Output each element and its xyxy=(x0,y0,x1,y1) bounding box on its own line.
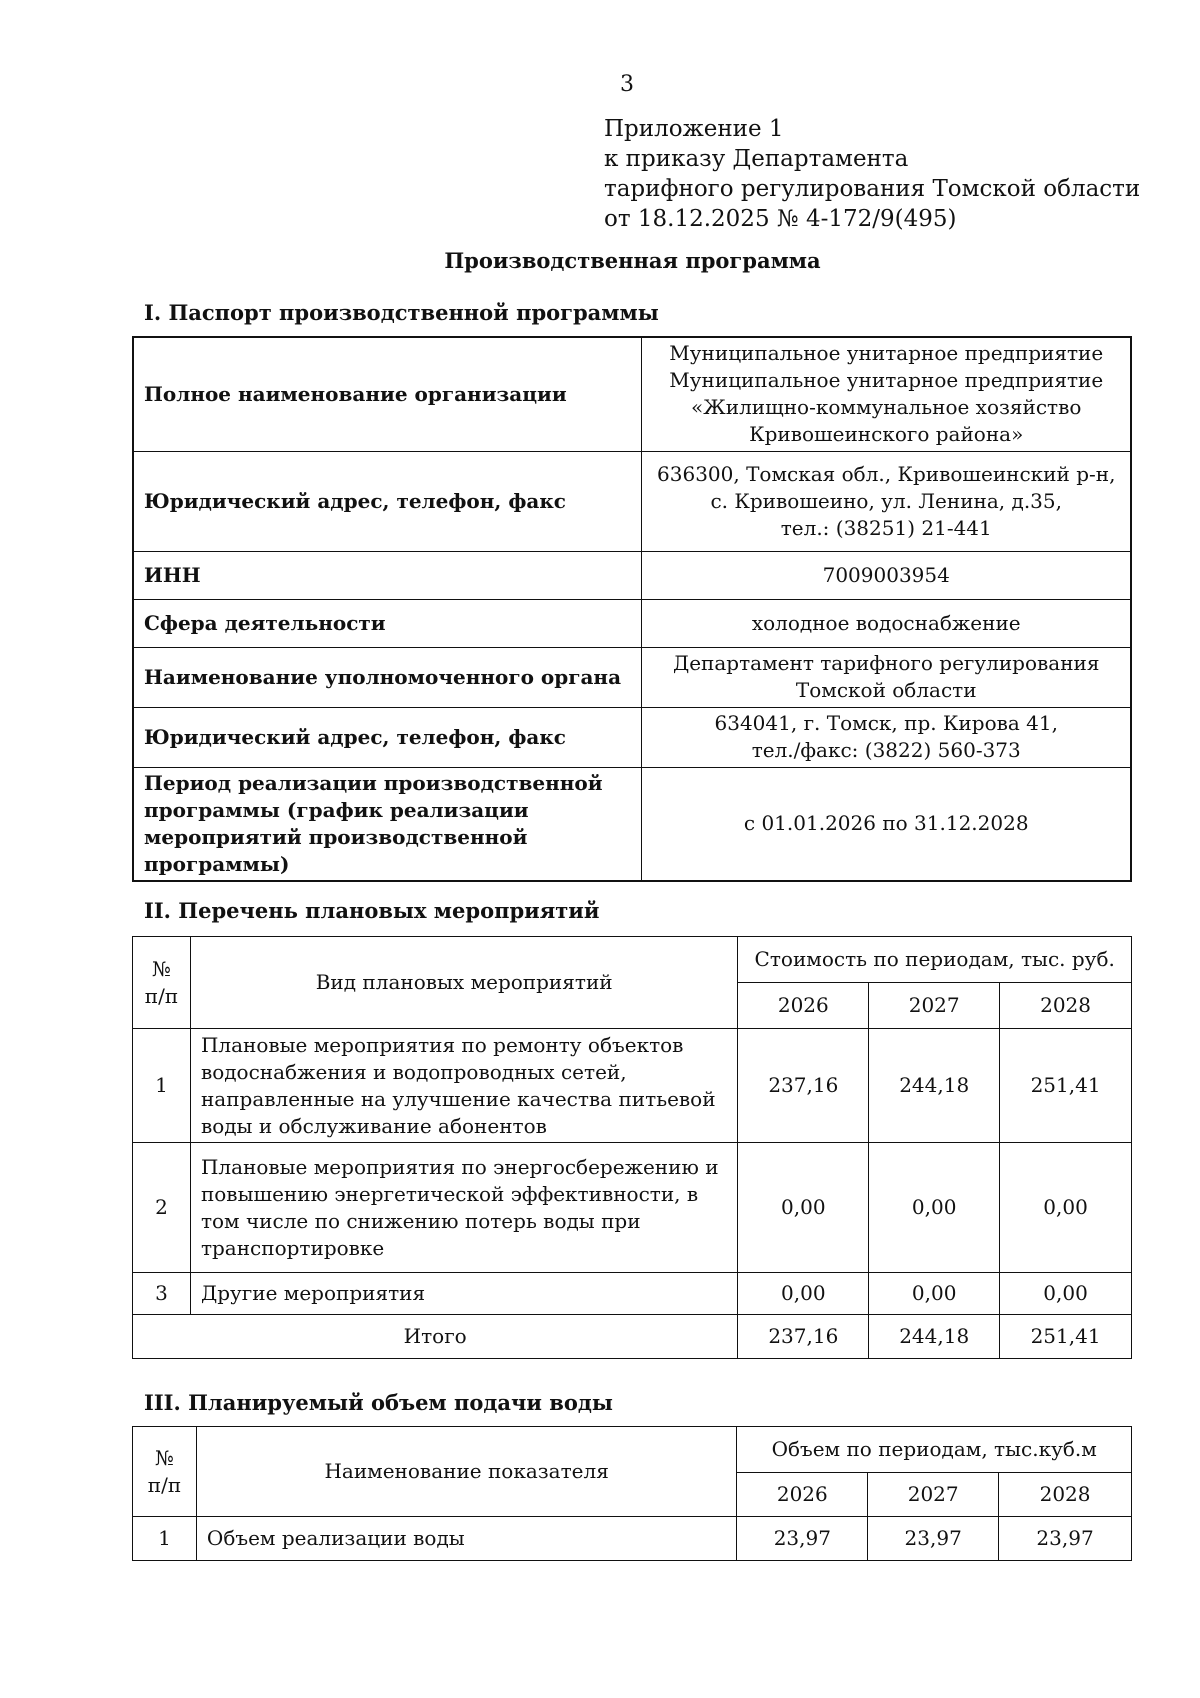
volume-table xyxy=(132,1426,1132,1561)
passport-table xyxy=(132,336,1132,882)
passport-label: ИНН xyxy=(133,551,642,599)
value-line: тел.: (38251) 21-441 xyxy=(780,515,992,540)
value-line: холодное водоснабжение xyxy=(751,610,1021,635)
row-value: 0,00 xyxy=(869,1273,1000,1315)
row-value: 0,00 xyxy=(738,1273,869,1315)
year-header: 2026 xyxy=(738,983,869,1029)
row-value: 0,00 xyxy=(1000,1273,1132,1315)
total-value: 244,18 xyxy=(869,1315,1000,1359)
passport-value xyxy=(642,707,1131,767)
appendix-block xyxy=(604,114,1140,234)
table-row xyxy=(133,451,1131,551)
passport-label: Наименование уполномоченного органа xyxy=(133,647,642,707)
year-header: 2026 xyxy=(737,1473,868,1517)
table-row xyxy=(133,1029,1132,1143)
passport-value xyxy=(642,451,1131,551)
passport-label: Период реализации производственной программы (график реализации мероприятий производственной программы) xyxy=(133,767,642,881)
measures-table xyxy=(132,936,1132,1359)
year-header: 2027 xyxy=(869,983,1000,1029)
passport-label: Сфера деятельности xyxy=(133,599,642,647)
appendix-line: от 18.12.2025 № 4-172/9(495) xyxy=(604,206,957,232)
value-line: Томской области xyxy=(795,678,977,702)
volume-heading: III. Планируемый объем подачи воды xyxy=(144,1390,613,1415)
table-row xyxy=(133,1273,1132,1315)
col-num-header: № п/п xyxy=(133,937,191,1029)
year-header: 2028 xyxy=(999,1473,1132,1517)
row-num: 1 xyxy=(133,1029,191,1143)
row-name: Плановые мероприятия по ремонту объектов водоснабжения и водопроводных сетей, направленные на улучшение качества питьевой воды и обслуживание абонентов xyxy=(190,1029,737,1143)
year-header: 2028 xyxy=(1000,983,1132,1029)
table-row xyxy=(133,767,1131,881)
row-value: 0,00 xyxy=(1000,1143,1132,1273)
appendix-line: к приказу Департамента xyxy=(604,146,909,172)
col-cost-header: Стоимость по периодам, тыс. руб. xyxy=(738,937,1132,983)
appendix-line: Приложение 1 xyxy=(604,116,784,142)
col-name-header: Вид плановых мероприятий xyxy=(190,937,737,1029)
row-num: 3 xyxy=(133,1273,191,1315)
row-value: 0,00 xyxy=(869,1143,1000,1273)
row-value: 0,00 xyxy=(738,1143,869,1273)
value-line: тел./факс: (3822) 560-373 xyxy=(751,738,1021,762)
table-total-row xyxy=(133,1315,1132,1359)
value-line: Департамент тарифного регулирования xyxy=(672,651,1100,675)
value-line: с. Кривошеино, ул. Ленина, д.35, xyxy=(710,488,1062,513)
passport-value xyxy=(642,551,1131,599)
passport-value xyxy=(642,337,1131,451)
table-header-row xyxy=(133,1427,1132,1473)
value-line: Муниципальное унитарное предприятие xyxy=(669,368,1104,393)
row-value: 23,97 xyxy=(999,1517,1132,1561)
table-row xyxy=(133,337,1131,451)
row-value: 237,16 xyxy=(738,1029,869,1143)
value-line: Муниципальное унитарное предприятие xyxy=(669,341,1104,366)
value-line: с 01.01.2026 по 31.12.2028 xyxy=(743,811,1029,835)
col-volume-header: Объем по периодам, тыс.куб.м xyxy=(737,1427,1132,1473)
table-row xyxy=(133,1143,1132,1273)
row-name: Объем реализации воды xyxy=(196,1517,736,1561)
value-line: Кривошеинского района» xyxy=(749,422,1024,447)
year-header: 2027 xyxy=(868,1473,999,1517)
page-number: 3 xyxy=(620,72,634,97)
measures-heading: II. Перечень плановых мероприятий xyxy=(144,898,600,923)
document-title: Производственная программа xyxy=(444,248,821,273)
col-num-header: № п/п xyxy=(133,1427,197,1517)
table-row xyxy=(133,599,1131,647)
row-name: Другие мероприятия xyxy=(190,1273,737,1315)
row-value: 244,18 xyxy=(869,1029,1000,1143)
table-header-row xyxy=(133,937,1132,983)
table-row xyxy=(133,1517,1132,1561)
passport-label: Юридический адрес, телефон, факс xyxy=(133,707,642,767)
row-num: 1 xyxy=(133,1517,197,1561)
value-line: 636300, Томская обл., Кривошеинский р-н, xyxy=(657,461,1116,486)
table-row xyxy=(133,707,1131,767)
total-value: 237,16 xyxy=(738,1315,869,1359)
row-name: Плановые мероприятия по энергосбережению и повышению энергетической эффективности, в том числе по снижению потерь воды при транспортировке xyxy=(190,1143,737,1273)
total-label: Итого xyxy=(133,1315,738,1359)
col-name-header: Наименование показателя xyxy=(196,1427,736,1517)
value-line: 634041, г. Томск, пр. Кирова 41, xyxy=(714,711,1058,735)
total-value: 251,41 xyxy=(1000,1315,1132,1359)
passport-value xyxy=(642,599,1131,647)
value-line: «Жилищно-коммунальное хозяйство xyxy=(691,395,1082,420)
table-row xyxy=(133,647,1131,707)
row-value: 251,41 xyxy=(1000,1029,1132,1143)
value-line: 7009003954 xyxy=(822,562,950,587)
passport-value xyxy=(642,767,1131,881)
row-num: 2 xyxy=(133,1143,191,1273)
appendix-line: тарифного регулирования Томской области xyxy=(604,176,1141,202)
table-row xyxy=(133,551,1131,599)
row-value: 23,97 xyxy=(737,1517,868,1561)
passport-label: Полное наименование организации xyxy=(133,337,642,451)
passport-heading: I. Паспорт производственной программы xyxy=(144,300,659,325)
passport-label: Юридический адрес, телефон, факс xyxy=(133,451,642,551)
row-value: 23,97 xyxy=(868,1517,999,1561)
passport-value xyxy=(642,647,1131,707)
